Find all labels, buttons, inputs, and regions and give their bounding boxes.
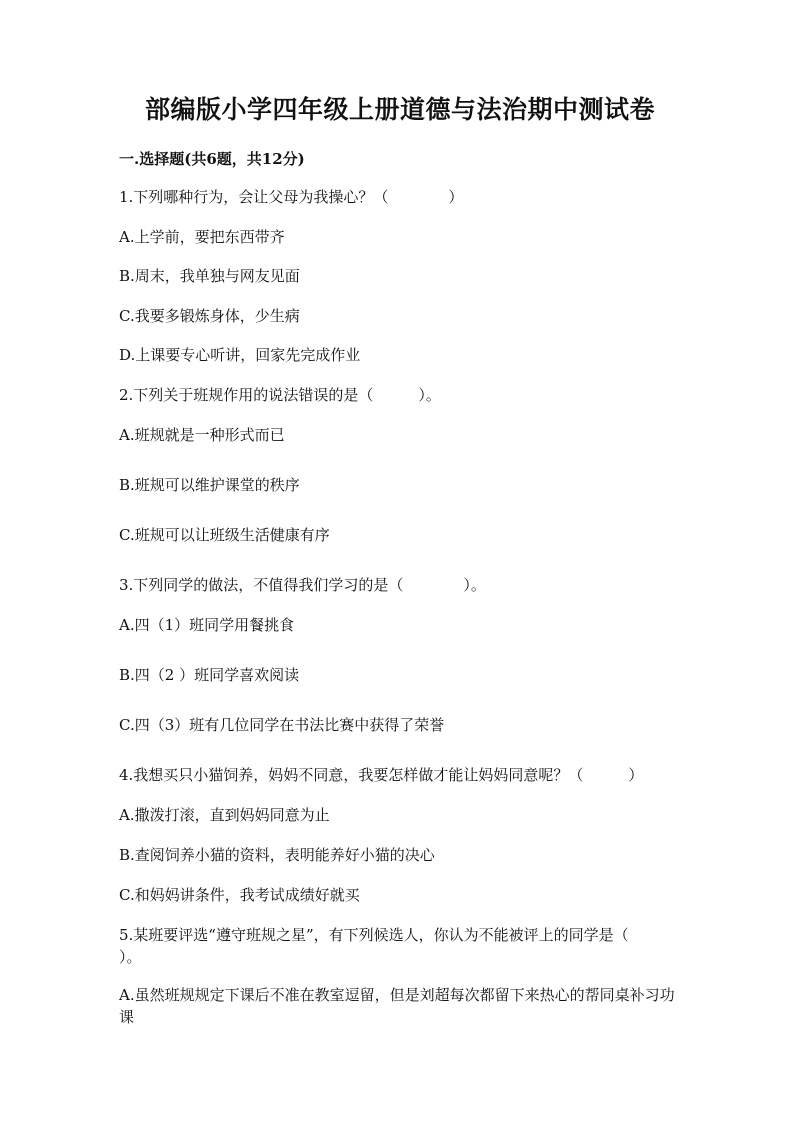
question-1-stem: 1.下列哪种行为，会让父母为我操心？（ ） <box>119 188 464 206</box>
question-2-option-c: C.班规可以让班级生活健康有序 <box>119 526 330 544</box>
question-2-option-a: A.班规就是一种形式而已 <box>119 426 285 444</box>
question-1-option-c: C.我要多锻炼身体，少生病 <box>119 307 300 325</box>
question-1-option-d: D.上课要专心听讲，回家先完成作业 <box>119 346 361 364</box>
question-4-option-a: A.撒泼打滚，直到妈妈同意为止 <box>119 806 330 824</box>
question-2-option-b: B.班规可以维护课堂的秩序 <box>119 476 300 494</box>
question-4-stem: 4.我想买只小猫饲养，妈妈不同意，我要怎样做才能让妈妈同意呢？（ ） <box>119 766 644 784</box>
section-heading: 一.选择题(共6题，共12分) <box>119 150 305 168</box>
question-5-option-a: A.虽然班规规定下课后不准在教室逗留，但是刘超每次都留下来热心的帮同桌补习功课 <box>119 986 675 1026</box>
question-3-stem: 3.下列同学的做法，不值得我们学习的是（ ）。 <box>119 576 486 594</box>
question-1-option-b: B.周末，我单独与网友见面 <box>119 267 300 285</box>
question-3-option-a: A.四（1）班同学用餐挑食 <box>119 616 295 634</box>
question-1-option-a: A.上学前，要把东西带齐 <box>119 228 285 246</box>
question-2-stem: 2.下列关于班规作用的说法错误的是（ ）。 <box>119 386 441 404</box>
question-5-stem: 5.某班要评选“遵守班规之星”，有下列候选人，你认为不能被评上的同学是（ ）。 <box>119 926 674 966</box>
question-3-option-c: C.四（3）班有几位同学在书法比赛中获得了荣誉 <box>119 716 445 734</box>
question-4-option-c: C.和妈妈讲条件，我考试成绩好就买 <box>119 886 360 904</box>
question-4-option-b: B.查阅饲养小猫的资料，表明能养好小猫的决心 <box>119 846 435 864</box>
question-3-option-b: B.四（2 ）班同学喜欢阅读 <box>119 666 300 684</box>
exam-title: 部编版小学四年级上册道德与法治期中测试卷 <box>144 95 655 124</box>
